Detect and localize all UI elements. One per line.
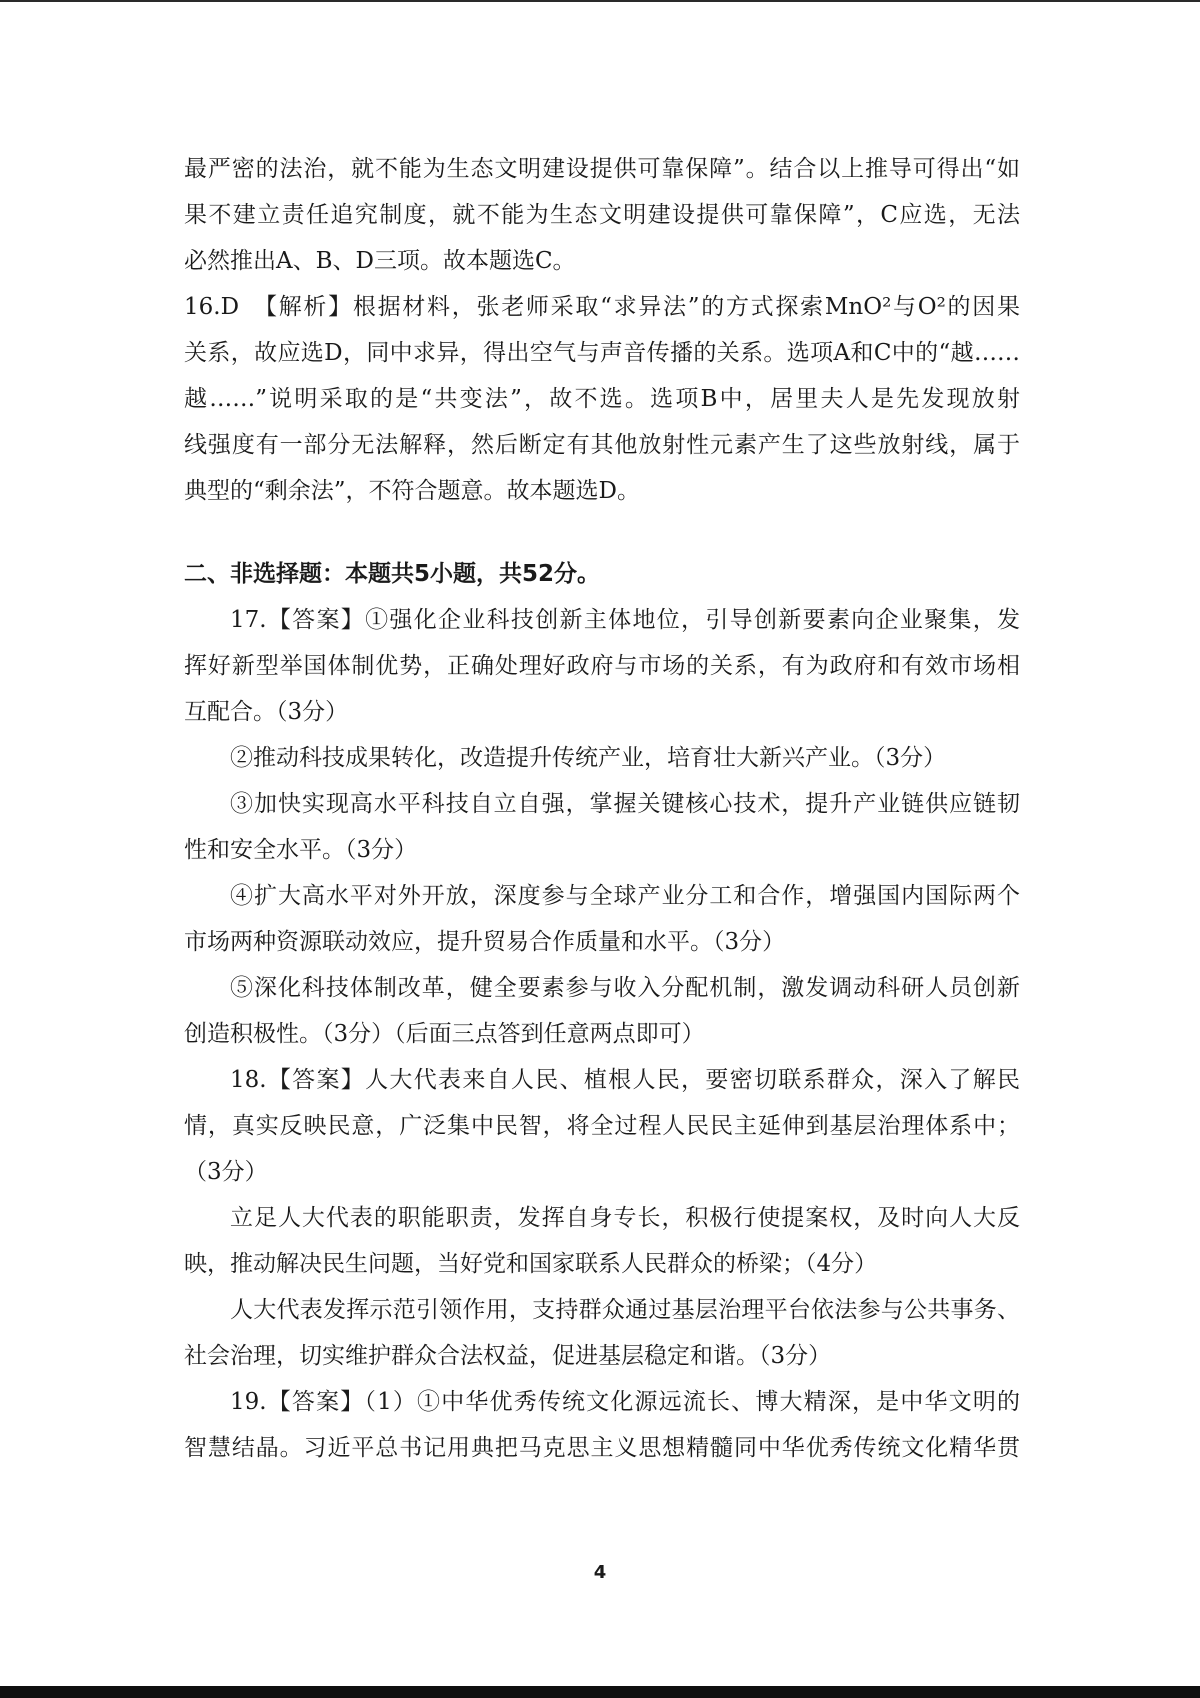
text-line: ③加快实现高水平科技自立自强，掌握关键核心技术，提升产业链供应链韧 xyxy=(230,791,1020,817)
text-line: 智慧结晶。习近平总书记用典把马克思主义思想精髓同中华优秀传统文化精华贯 xyxy=(184,1435,1020,1461)
bottom-border xyxy=(0,1686,1200,1698)
text-line: 市场两种资源联动效应，提升贸易合作质量和水平。（3分） xyxy=(184,929,786,955)
text-line: 性和安全水平。（3分） xyxy=(184,837,418,863)
text-line: 典型的“剩余法”，不符合题意。故本题选D。 xyxy=(184,478,640,504)
text-line: 互配合。（3分） xyxy=(184,699,349,725)
text-line: ④扩大高水平对外开放，深度参与全球产业分工和合作，增强国内国际两个 xyxy=(230,883,1020,909)
document-body xyxy=(184,146,1020,1471)
text-line: 必然推出A、B、D三项。故本题选C。 xyxy=(184,248,576,274)
text-line: （3分） xyxy=(184,1159,268,1185)
text-line: ②推动科技成果转化，改造提升传统产业，培育壮大新兴产业。（3分） xyxy=(230,745,947,771)
text-line: 立足人大代表的职能职责，发挥自身专长，积极行使提案权，及时向人大反 xyxy=(230,1205,1020,1231)
section-heading: 二、非选择题：本题共5小题，共52分。 xyxy=(184,561,601,587)
text-line: 19.【答案】（1）①中华优秀传统文化源远流长、博大精深，是中华文明的 xyxy=(230,1389,1020,1415)
text-line: 情，真实反映民意，广泛集中民智，将全过程人民民主延伸到基层治理体系中； xyxy=(184,1113,1020,1139)
text-line: 线强度有一部分无法解释，然后断定有其他放射性元素产生了这些放射线，属于 xyxy=(184,432,1020,458)
text-line: 越……”说明采取的是“共变法”，故不选。选项B中，居里夫人是先发现放射 xyxy=(184,386,1020,412)
page-number: 4 xyxy=(593,1562,607,1583)
text-line: 16.D 【解析】根据材料，张老师采取“求异法”的方式探索MnO²与O²的因果 xyxy=(184,294,1020,320)
text-line: 人大代表发挥示范引领作用，支持群众通过基层治理平台依法参与公共事务、 xyxy=(230,1297,1020,1323)
text-line: 17.【答案】①强化企业科技创新主体地位，引导创新要素向企业聚集，发 xyxy=(230,607,1020,633)
section-gap xyxy=(184,514,1020,551)
top-border xyxy=(0,0,1200,2)
text-line: 果不建立责任追究制度，就不能为生态文明建设提供可靠保障”，C应选，无法 xyxy=(184,202,1020,228)
text-line: 映，推动解决民生问题，当好党和国家联系人民群众的桥梁；（4分） xyxy=(184,1251,878,1277)
text-line: ⑤深化科技体制改革，健全要素参与收入分配机制，激发调动科研人员创新 xyxy=(230,975,1020,1001)
text-line: 最严密的法治，就不能为生态文明建设提供可靠保障”。结合以上推导可得出“如 xyxy=(184,156,1020,182)
text-line: 创造积极性。（3分）（后面三点答到任意两点即可） xyxy=(184,1021,705,1047)
text-line: 关系，故应选D，同中求异，得出空气与声音传播的关系。选项A和C中的“越…… xyxy=(184,340,1020,366)
text-line: 挥好新型举国体制优势，正确处理好政府与市场的关系，有为政府和有效市场相 xyxy=(184,653,1020,679)
text-line: 18.【答案】人大代表来自人民、植根人民，要密切联系群众，深入了解民 xyxy=(230,1067,1020,1093)
text-line: 社会治理，切实维护群众合法权益，促进基层稳定和谐。（3分） xyxy=(184,1343,832,1369)
